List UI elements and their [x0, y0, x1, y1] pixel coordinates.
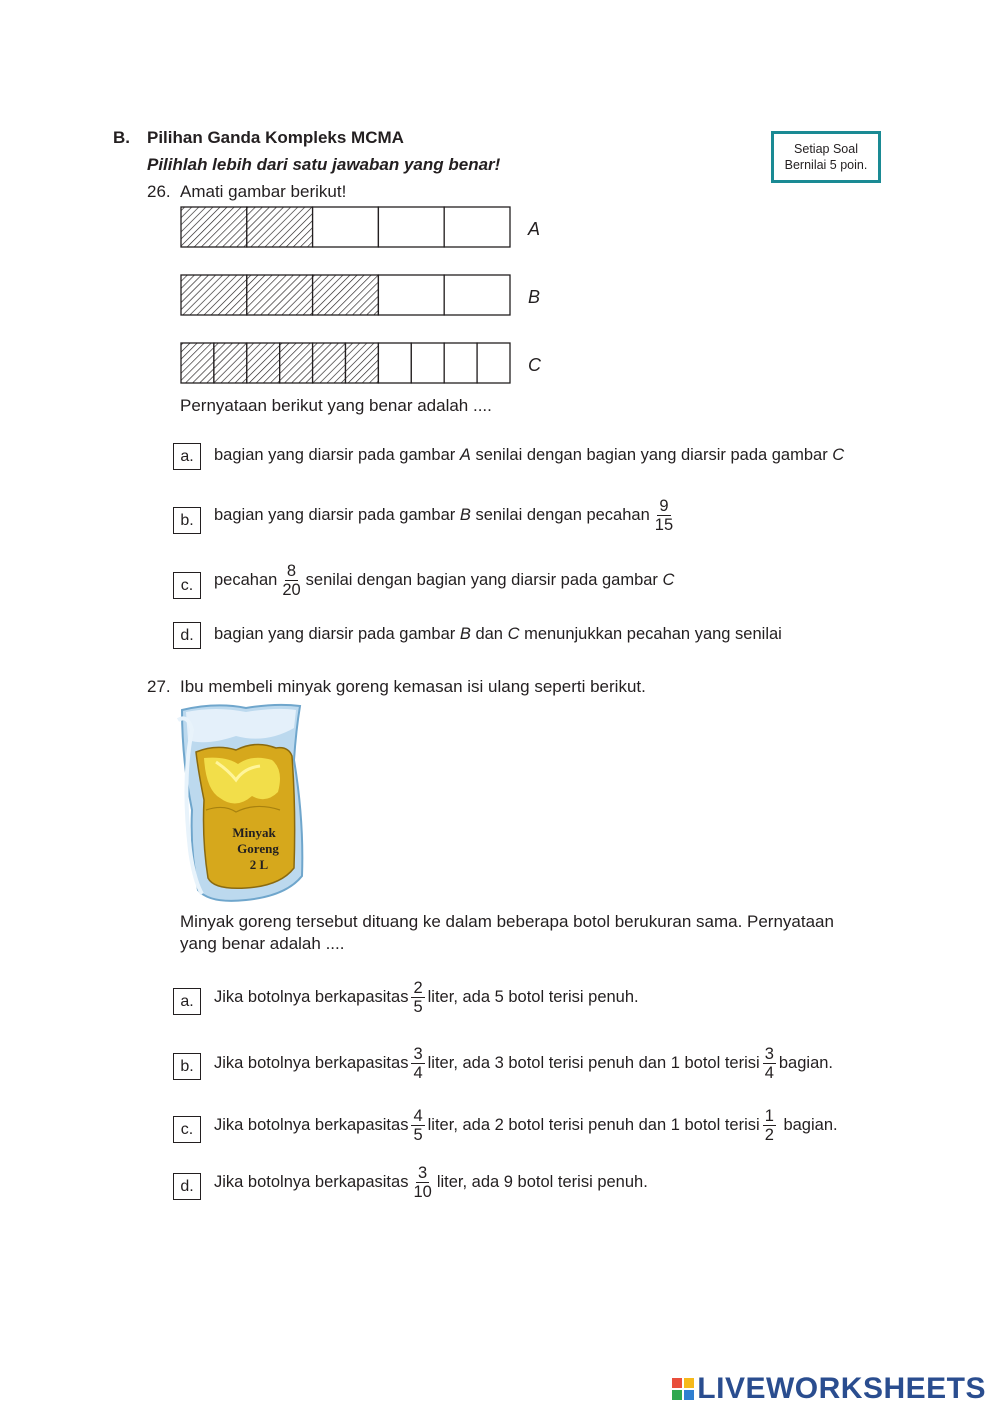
q27-option-d-checkbox[interactable]: d. — [173, 1173, 201, 1200]
shaded-part — [181, 207, 247, 247]
shaded-part — [346, 343, 379, 383]
q26-a-t1: bagian yang diarsir pada gambar — [214, 446, 456, 464]
unshaded-part — [378, 207, 444, 247]
q26-d-t3: menunjukkan pecahan yang senilai — [519, 625, 782, 643]
figure-label-a: A — [528, 219, 541, 239]
q27-b-t3: bagian. — [778, 1054, 834, 1072]
q26-a-v1: A — [459, 446, 471, 464]
q27-c-num2: 1 — [764, 1107, 774, 1125]
q26-c-num: 8 — [286, 562, 297, 580]
q26-option-d-checkbox[interactable]: d. — [173, 622, 201, 649]
unshaded-part — [444, 207, 510, 247]
q26-c-t2: senilai dengan bagian yang diarsir pada gambar — [305, 571, 658, 589]
q26-d-v2: C — [507, 625, 520, 643]
liveworksheets-logo — [672, 1372, 986, 1406]
unshaded-part — [411, 343, 444, 383]
q27-d-den: 10 — [413, 1183, 432, 1201]
q27-b-t1: Jika botolnya berkapasitas — [214, 1054, 409, 1072]
q27-option-c-checkbox[interactable]: c. — [173, 1116, 201, 1143]
q26-c-den: 20 — [282, 581, 301, 599]
pouch-label-line2: Goreng — [237, 841, 279, 856]
q27-statement-line1: Minyak goreng tersebut dituang ke dalam beberapa botol berukuran sama. Pernyataan — [180, 912, 834, 931]
q27-c-den2: 2 — [764, 1126, 774, 1144]
q26-b-fraction — [653, 497, 675, 534]
q26-c-t1: pecahan — [214, 571, 278, 589]
q26-option-a-checkbox[interactable]: a. — [173, 443, 201, 470]
q27-c-t2: liter, ada 2 botol terisi penuh dan 1 botol terisi — [427, 1116, 760, 1134]
q27-c-fraction2 — [763, 1107, 776, 1144]
q27-c-num: 4 — [413, 1107, 423, 1125]
section-title: Pilihan Ganda Kompleks MCMA — [147, 128, 404, 147]
unshaded-part — [378, 275, 444, 315]
q26-b-num: 9 — [659, 497, 669, 515]
q27-b-fraction2 — [763, 1045, 776, 1082]
q26-number: 26. — [147, 182, 171, 201]
fraction-strip-a — [181, 207, 510, 247]
q27-option-d-text — [214, 1164, 648, 1201]
q26-d-t1: bagian yang diarsir pada gambar — [214, 625, 456, 643]
section-letter: B. — [113, 128, 130, 147]
shaded-part — [247, 343, 280, 383]
q26-b-den: 15 — [654, 516, 674, 534]
q27-d-fraction — [411, 1164, 433, 1201]
q26-b-v1: B — [459, 506, 471, 524]
q27-option-c-text — [214, 1107, 838, 1144]
shaded-part — [247, 275, 313, 315]
q27-b-den: 4 — [413, 1064, 423, 1082]
oil-pouch-illustration — [176, 700, 312, 906]
logo-text: LIVEWORKSHEETS — [697, 1372, 986, 1405]
q27-statement-line2: yang benar adalah .... — [180, 934, 345, 953]
score-box-line1: Setiap Soal — [794, 142, 858, 156]
q26-d-t2: dan — [470, 625, 508, 643]
q27-b-num: 3 — [413, 1045, 423, 1063]
unshaded-part — [444, 275, 510, 315]
q27-a-den: 5 — [413, 998, 423, 1016]
shaded-part — [280, 343, 313, 383]
q27-option-b-checkbox[interactable]: b. — [173, 1053, 201, 1080]
figure-label-c: C — [528, 355, 541, 375]
q26-a-v2: C — [832, 446, 845, 464]
shaded-part — [247, 207, 313, 247]
q27-option-a-text — [214, 979, 639, 1016]
q27-a-t2: liter, ada 5 botol terisi penuh. — [427, 988, 639, 1006]
unshaded-part — [444, 343, 477, 383]
q27-option-a-checkbox[interactable]: a. — [173, 988, 201, 1015]
q26-option-d-text — [214, 625, 782, 644]
score-box-line2: Bernilai 5 poin. — [784, 158, 868, 172]
fraction-strip-b — [181, 275, 510, 315]
q26-a-t2: senilai dengan bagian yang diarsir pada gambar — [475, 446, 828, 464]
q26-option-b-checkbox[interactable]: b. — [173, 507, 201, 534]
q27-a-fraction — [411, 979, 424, 1016]
q27-a-num: 2 — [413, 979, 423, 997]
q26-option-c-text — [214, 562, 674, 599]
q27-option-b-text — [214, 1045, 833, 1082]
q27-c-den: 5 — [413, 1126, 423, 1144]
q27-d-t2: liter, ada 9 botol terisi penuh. — [436, 1173, 648, 1191]
logo-grid-icon — [672, 1378, 694, 1400]
q26-b-t1: bagian yang diarsir pada gambar — [214, 506, 456, 524]
fraction-figures — [170, 200, 570, 390]
q26-d-v1: B — [459, 625, 471, 643]
shaded-part — [214, 343, 247, 383]
q26-c-v1: C — [662, 571, 675, 589]
q27-d-num: 3 — [418, 1164, 428, 1182]
q27-c-fraction — [411, 1107, 424, 1144]
shaded-part — [313, 343, 346, 383]
q27-c-t3: bagian. — [778, 1116, 838, 1134]
q26-option-a-text — [214, 446, 844, 465]
shaded-part — [313, 275, 379, 315]
q27-c-t1: Jika botolnya berkapasitas — [214, 1116, 409, 1134]
shaded-part — [181, 343, 214, 383]
q27-b-den2: 4 — [764, 1064, 774, 1082]
shaded-part — [181, 275, 247, 315]
score-box — [771, 131, 881, 183]
unshaded-part — [313, 207, 379, 247]
unshaded-part — [477, 343, 510, 383]
q26-option-c-checkbox[interactable]: c. — [173, 572, 201, 599]
pouch-label-line3: 2 L — [249, 857, 269, 872]
figure-label-b: B — [528, 287, 541, 307]
fraction-strip-c — [181, 343, 510, 383]
q27-a-t1: Jika botolnya berkapasitas — [214, 988, 409, 1006]
q27-prompt: Ibu membeli minyak goreng kemasan isi ulang seperti berikut. — [180, 677, 646, 696]
q26-statement: Pernyataan berikut yang benar adalah .... — [180, 396, 492, 415]
q26-prompt: Amati gambar berikut! — [180, 182, 347, 201]
q27-b-num2: 3 — [764, 1045, 774, 1063]
q26-c-fraction — [280, 562, 302, 599]
pouch-label-line1: Minyak — [232, 825, 276, 840]
q26-option-b-text — [214, 497, 678, 534]
q27-b-fraction — [411, 1045, 424, 1082]
q27-d-t1: Jika botolnya berkapasitas — [214, 1173, 409, 1191]
q26-b-t2: senilai dengan pecahan — [475, 506, 650, 524]
unshaded-part — [378, 343, 411, 383]
section-instruction: Pilihlah lebih dari satu jawaban yang benar! — [147, 155, 501, 174]
q27-b-t2: liter, ada 3 botol terisi penuh dan 1 botol terisi — [427, 1054, 760, 1072]
q27-number: 27. — [147, 677, 171, 696]
